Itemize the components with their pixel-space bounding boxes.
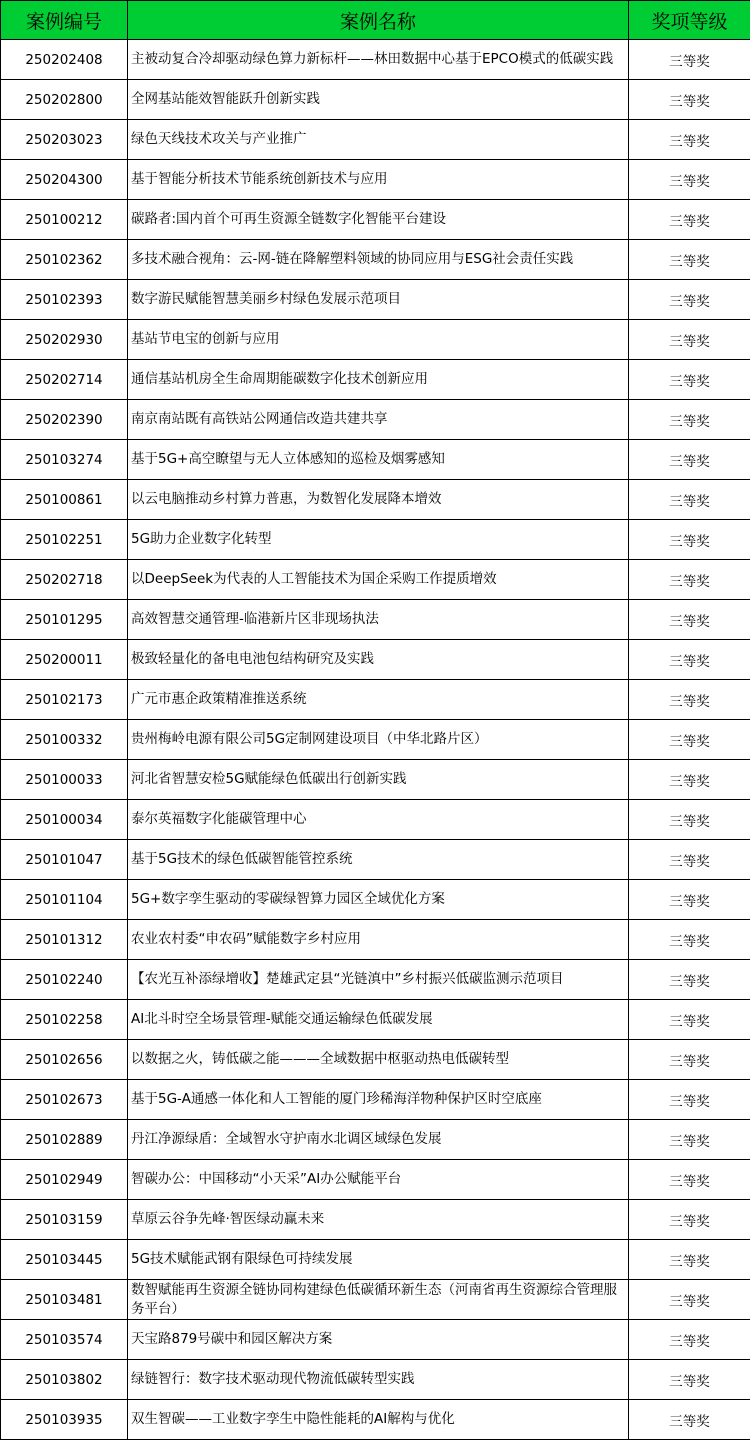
table-row xyxy=(1,1400,750,1440)
table-row xyxy=(1,440,750,480)
case-id-cell: 250101047 xyxy=(1,840,128,880)
award-level-cell: 三等奖 xyxy=(629,440,750,480)
case-id-cell: 250100212 xyxy=(1,200,128,240)
table-row xyxy=(1,80,750,120)
award-level-cell: 三等奖 xyxy=(629,1320,750,1360)
table-row xyxy=(1,320,750,360)
case-name-cell: 双生智碳——工业数字孪生中隐性能耗的AI解构与优化 xyxy=(128,1400,629,1440)
case-name-cell: 数字游民赋能智慧美丽乡村绿色发展示范项目 xyxy=(128,280,629,320)
table-row xyxy=(1,1040,750,1080)
case-id-cell: 250102251 xyxy=(1,520,128,560)
award-level-cell: 三等奖 xyxy=(629,1200,750,1240)
award-level-cell: 三等奖 xyxy=(629,200,750,240)
case-id-cell: 250103935 xyxy=(1,1400,128,1440)
case-name-cell: 广元市惠企政策精准推送系统 xyxy=(128,680,629,720)
table-row xyxy=(1,1280,750,1320)
award-level-cell: 三等奖 xyxy=(629,80,750,120)
award-level-cell: 三等奖 xyxy=(629,320,750,360)
case-name-cell: 高效智慧交通管理-临港新片区非现场执法 xyxy=(128,600,629,640)
award-level-cell: 三等奖 xyxy=(629,520,750,560)
case-id-cell: 250202408 xyxy=(1,40,128,80)
award-level-cell: 三等奖 xyxy=(629,240,750,280)
case-id-cell: 250102656 xyxy=(1,1040,128,1080)
table-row xyxy=(1,1120,750,1160)
award-level-cell: 三等奖 xyxy=(629,1400,750,1440)
table-row xyxy=(1,280,750,320)
case-name-cell: 草原云谷争先峰·智医绿动赢未来 xyxy=(128,1200,629,1240)
award-level-cell: 三等奖 xyxy=(629,920,750,960)
table-row xyxy=(1,720,750,760)
table-row xyxy=(1,960,750,1000)
award-level-cell: 三等奖 xyxy=(629,680,750,720)
case-name-cell: 丹江净源绿盾：全域智水守护南水北调区域绿色发展 xyxy=(128,1120,629,1160)
case-name-cell: 碳路者:国内首个可再生资源全链数字化智能平台建设 xyxy=(128,200,629,240)
case-id-cell: 250101295 xyxy=(1,600,128,640)
case-name-cell: 以DeepSeek为代表的人工智能技术为国企采购工作提质增效 xyxy=(128,560,629,600)
table-row xyxy=(1,160,750,200)
table-row xyxy=(1,400,750,440)
case-id-cell: 250202718 xyxy=(1,560,128,600)
case-id-cell: 250100033 xyxy=(1,760,128,800)
case-name-cell: 基于5G技术的绿色低碳智能管控系统 xyxy=(128,840,629,880)
case-name-cell: 天宝路879号碳中和园区解决方案 xyxy=(128,1320,629,1360)
table-row xyxy=(1,360,750,400)
table-row xyxy=(1,1240,750,1280)
case-id-cell: 250103159 xyxy=(1,1200,128,1240)
case-id-cell: 250203023 xyxy=(1,120,128,160)
award-level-cell: 三等奖 xyxy=(629,1040,750,1080)
award-level-cell: 三等奖 xyxy=(629,400,750,440)
case-name-cell: 数智赋能再生资源全链协同构建绿色低碳循环新生态（河南省再生资源综合管理服务平台） xyxy=(128,1280,629,1320)
table-row xyxy=(1,200,750,240)
case-id-cell: 250100332 xyxy=(1,720,128,760)
case-id-cell: 250103574 xyxy=(1,1320,128,1360)
case-name-cell: 以数据之火，铸低碳之能———全域数据中枢驱动热电低碳转型 xyxy=(128,1040,629,1080)
case-name-cell: 河北省智慧安检5G赋能绿色低碳出行创新实践 xyxy=(128,760,629,800)
case-name-cell: 极致轻量化的备电电池包结构研究及实践 xyxy=(128,640,629,680)
award-level-cell: 三等奖 xyxy=(629,1120,750,1160)
award-level-cell: 三等奖 xyxy=(629,880,750,920)
case-id-cell: 250101312 xyxy=(1,920,128,960)
case-name-cell: 南京南站既有高铁站公网通信改造共建共享 xyxy=(128,400,629,440)
header-case-name: 案例名称 xyxy=(128,1,629,40)
award-level-cell: 三等奖 xyxy=(629,800,750,840)
header-case-id: 案例编号 xyxy=(1,1,128,40)
award-level-cell: 三等奖 xyxy=(629,480,750,520)
award-level-cell: 三等奖 xyxy=(629,640,750,680)
award-level-cell: 三等奖 xyxy=(629,360,750,400)
case-name-cell: 通信基站机房全生命周期能碳数字化技术创新应用 xyxy=(128,360,629,400)
award-level-cell: 三等奖 xyxy=(629,1360,750,1400)
table-row xyxy=(1,560,750,600)
case-id-cell: 250103274 xyxy=(1,440,128,480)
table-row xyxy=(1,520,750,560)
case-name-cell: 基于智能分析技术节能系统创新技术与应用 xyxy=(128,160,629,200)
case-id-cell: 250102393 xyxy=(1,280,128,320)
case-id-cell: 250202930 xyxy=(1,320,128,360)
table-row xyxy=(1,680,750,720)
case-id-cell: 250103802 xyxy=(1,1360,128,1400)
case-name-cell: 智碳办公：中国移动“小天采”AI办公赋能平台 xyxy=(128,1160,629,1200)
table-row xyxy=(1,640,750,680)
case-name-cell: 基站节电宝的创新与应用 xyxy=(128,320,629,360)
case-name-cell: 5G+数字孪生驱动的零碳绿智算力园区全域优化方案 xyxy=(128,880,629,920)
case-name-cell: 5G助力企业数字化转型 xyxy=(128,520,629,560)
case-id-cell: 250202390 xyxy=(1,400,128,440)
case-name-cell: 以云电脑推动乡村算力普惠，为数智化发展降本增效 xyxy=(128,480,629,520)
case-id-cell: 250103481 xyxy=(1,1280,128,1320)
case-name-cell: 贵州梅岭电源有限公司5G定制网建设项目（中华北路片区） xyxy=(128,720,629,760)
award-level-cell: 三等奖 xyxy=(629,560,750,600)
award-level-cell: 三等奖 xyxy=(629,720,750,760)
case-id-cell: 250202800 xyxy=(1,80,128,120)
award-level-cell: 三等奖 xyxy=(629,120,750,160)
case-id-cell: 250204300 xyxy=(1,160,128,200)
table-row xyxy=(1,600,750,640)
award-level-cell: 三等奖 xyxy=(629,1240,750,1280)
award-level-cell: 三等奖 xyxy=(629,1280,750,1320)
case-name-cell: AI北斗时空全场景管理-赋能交通运输绿色低碳发展 xyxy=(128,1000,629,1040)
table-row xyxy=(1,1080,750,1120)
table-row xyxy=(1,1360,750,1400)
case-name-cell: 泰尔英福数字化能碳管理中心 xyxy=(128,800,629,840)
table-row xyxy=(1,40,750,80)
case-id-cell: 250102949 xyxy=(1,1160,128,1200)
case-name-cell: 绿色天线技术攻关与产业推广 xyxy=(128,120,629,160)
award-level-cell: 三等奖 xyxy=(629,160,750,200)
table-row xyxy=(1,760,750,800)
case-name-cell: 农业农村委“申农码”赋能数字乡村应用 xyxy=(128,920,629,960)
case-id-cell: 250102258 xyxy=(1,1000,128,1040)
table-row xyxy=(1,240,750,280)
table-row xyxy=(1,1160,750,1200)
table-body xyxy=(1,40,750,1440)
award-level-cell: 三等奖 xyxy=(629,1160,750,1200)
award-level-cell: 三等奖 xyxy=(629,1080,750,1120)
case-id-cell: 250100034 xyxy=(1,800,128,840)
case-id-cell: 250200011 xyxy=(1,640,128,680)
case-id-cell: 250102240 xyxy=(1,960,128,1000)
case-name-cell: 绿链智行：数字技术驱动现代物流低碳转型实践 xyxy=(128,1360,629,1400)
case-id-cell: 250101104 xyxy=(1,880,128,920)
table-row xyxy=(1,480,750,520)
table-row xyxy=(1,800,750,840)
case-id-cell: 250202714 xyxy=(1,360,128,400)
table-header-row xyxy=(1,1,750,40)
header-award-level: 奖项等级 xyxy=(629,1,750,40)
case-id-cell: 250102173 xyxy=(1,680,128,720)
table-row xyxy=(1,1000,750,1040)
award-level-cell: 三等奖 xyxy=(629,600,750,640)
award-level-cell: 三等奖 xyxy=(629,960,750,1000)
table-row xyxy=(1,880,750,920)
case-id-cell: 250102673 xyxy=(1,1080,128,1120)
case-id-cell: 250100861 xyxy=(1,480,128,520)
case-name-cell: 多技术融合视角：云-网-链在降解塑料领域的协同应用与ESG社会责任实践 xyxy=(128,240,629,280)
case-name-cell: 主被动复合冷却驱动绿色算力新标杆——林田数据中心基于EPCO模式的低碳实践 xyxy=(128,40,629,80)
table-row xyxy=(1,1200,750,1240)
case-id-cell: 250103445 xyxy=(1,1240,128,1280)
award-level-cell: 三等奖 xyxy=(629,1000,750,1040)
table-row xyxy=(1,120,750,160)
case-name-cell: 全网基站能效智能跃升创新实践 xyxy=(128,80,629,120)
case-name-cell: 基于5G+高空瞭望与无人立体感知的巡检及烟雾感知 xyxy=(128,440,629,480)
award-level-cell: 三等奖 xyxy=(629,760,750,800)
table-row xyxy=(1,920,750,960)
case-name-cell: 5G技术赋能武钢有限绿色可持续发展 xyxy=(128,1240,629,1280)
case-id-cell: 250102362 xyxy=(1,240,128,280)
award-level-cell: 三等奖 xyxy=(629,40,750,80)
table-row xyxy=(1,840,750,880)
case-name-cell: 【农光互补添绿增收】楚雄武定县“光链滇中”乡村振兴低碳监测示范项目 xyxy=(128,960,629,1000)
case-name-cell: 基于5G-A通感一体化和人工智能的厦门珍稀海洋物种保护区时空底座 xyxy=(128,1080,629,1120)
table-row xyxy=(1,1320,750,1360)
award-level-cell: 三等奖 xyxy=(629,840,750,880)
case-id-cell: 250102889 xyxy=(1,1120,128,1160)
award-level-cell: 三等奖 xyxy=(629,280,750,320)
